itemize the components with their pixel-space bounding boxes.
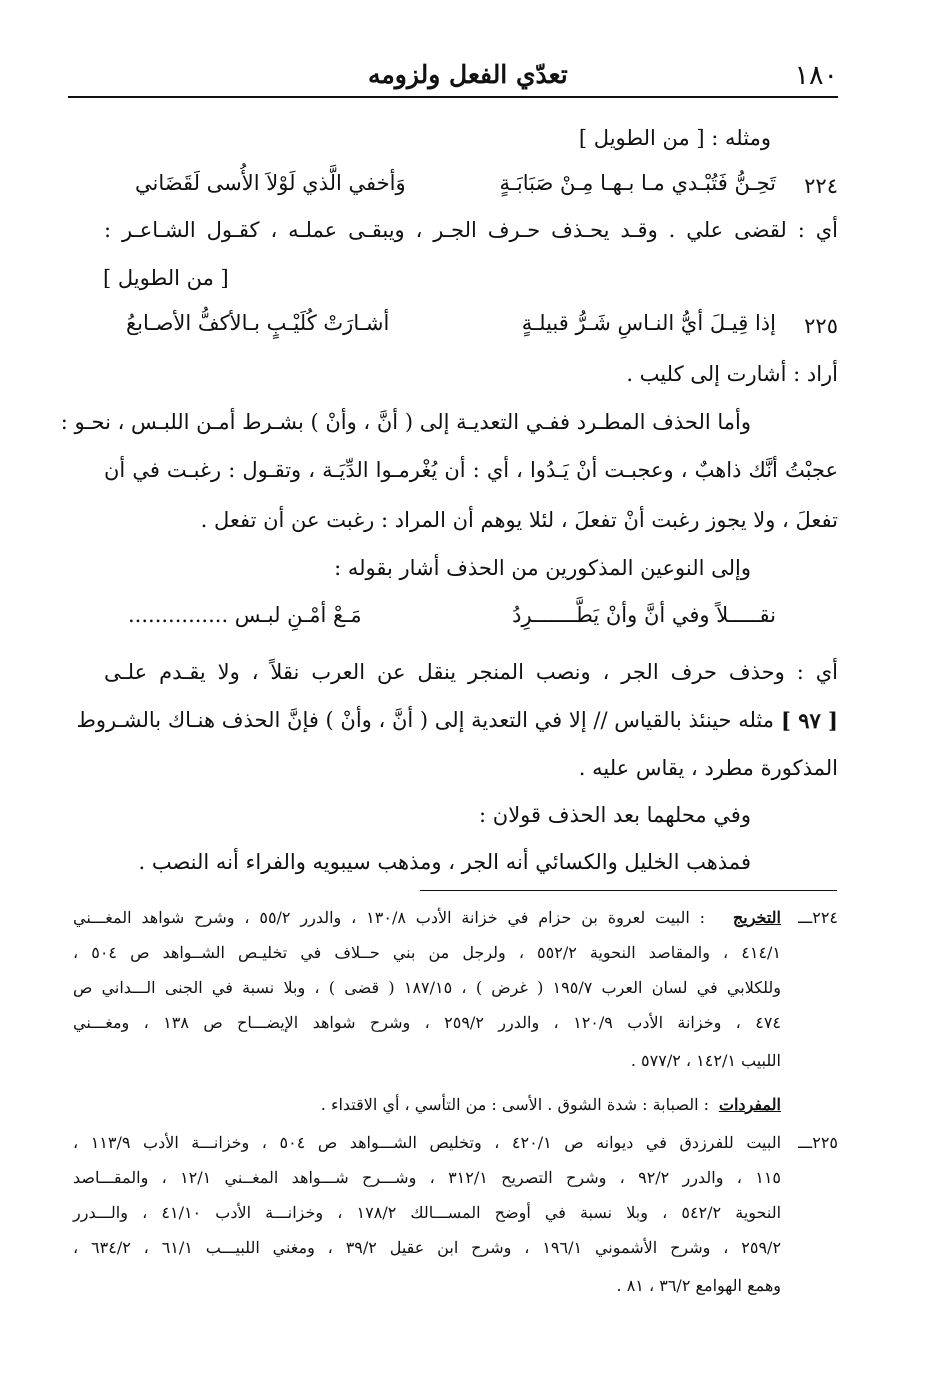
body-line: وفي محلهما بعد الحذف قولان : bbox=[479, 803, 751, 827]
footnote-line: البيت للفرزدق في ديوانه ص ٤٢٠/١ ، وتخليص الشـــواهد ص ٥٠٤ ، وخزانـــة الأدب ١١٣/٩ ، bbox=[73, 1133, 782, 1152]
footnote-line: ٤٧٤ ، وخزانة الأدب ١٢٠/٩ ، والدرر ٢٥٩/٢ ، وشرح شواهد الإيضـــاح ص ١٣٨ ، ومغـــني bbox=[73, 1013, 782, 1032]
body-line: المذكورة مطرد ، يقاس عليه . bbox=[578, 756, 838, 780]
body-line: تفعلَ ، ولا يجوز رغبت أنْ تفعلَ ، لئلا يوهم أن المراد : رغبت عن أن تفعل . bbox=[200, 508, 838, 532]
running-title: تعدّي الفعل ولزومه bbox=[368, 60, 568, 89]
footnote-line: ٤١٤/١ ، والمقاصد النحوية ٥٥٢/٢ ، ولرجل من بني حــلاف في تخليـص الشــواهد ص ٥٠٤ ، bbox=[73, 943, 782, 962]
body-line: أي : لقضى علي . وقـد يحـذف حـرف الجـر ، ويبقـى عملـه ، كقـول الشـاعـر : bbox=[104, 218, 838, 242]
vocabulary-label: المفردات bbox=[718, 1095, 781, 1114]
footnote-line: اللبيب ١٤٢/١ ، ٥٧٧/٢ . bbox=[630, 1051, 781, 1070]
verse-number: ٢٢٥ bbox=[804, 314, 838, 338]
vocabulary-line: : الصبابة : شدة الشوق . الأسى : من التأسي ، أي الاقتداء . bbox=[320, 1095, 709, 1114]
footnote-line: وللكلابي في لسان العرب ١٩٥/٧ ( غرض ) ، ١٨٧/١٥ ( قضى ) ، وبلا نسبة في الجنى الـــداني ص bbox=[73, 978, 781, 997]
verse-number: ٢٢٤ bbox=[804, 174, 838, 198]
verse-second-hemistich: أشـارَتْ كُلَيْـبٍ بـالأكفُّ الأصـابعُ bbox=[126, 311, 390, 335]
footnote-line: وهمع الهوامع ٣٦/٢ ، ٨١ . bbox=[616, 1276, 781, 1295]
verse-first-hemistich: إذا قِيـلَ أيُّ النـاسِ شَـرُّ قبيلـةٍ bbox=[521, 311, 776, 335]
manuscript-page-marker: [ ٩٧ ] bbox=[780, 708, 838, 733]
footnote-separator bbox=[420, 890, 837, 891]
body-line: وإلى النوعين المذكورين من الحذف أشار بقوله : bbox=[334, 556, 751, 580]
page-header bbox=[68, 58, 838, 98]
meter-label: [ من الطويل ] bbox=[103, 266, 229, 290]
footnote-number: ٢٢٥ـــ bbox=[798, 1133, 838, 1152]
footnote-line: النحوية ٥٤٢/٢ ، وبلا نسبة في أوضح المســـالك ١٧٨/٢ ، وخزانـــة الأدب ٤١/١٠ ، والـــدرر bbox=[73, 1203, 782, 1222]
body-line: عجبْتُ أنَّك ذاهبٌ ، وعجبـت أنْ يَـدُوا ، أي : أن يُغْرمـوا الدِّيَـة ، وتقـول : رغبـت في أن bbox=[104, 458, 838, 482]
verse-first-hemistich: تَحِـنُّ فَتُبْـدي مـا بـهـا مِـنْ صَبَابَـةٍ bbox=[499, 171, 776, 195]
alfiya-first-hemistich: نقـــــلاً وفي أنَّ وأنْ يَطَّـــــــرِدُ bbox=[512, 603, 776, 627]
footnote-number: ٢٢٤ـــ bbox=[798, 908, 838, 927]
body-line: أراد : أشارت إلى كليب . bbox=[626, 362, 838, 386]
footnote-line: ١١٥ ، والدرر ٩٢/٢ ، وشرح التصريح ٣١٢/١ ، وشـــرح شـــواهد المغــني ١٢/١ ، والمقـــاصد bbox=[73, 1168, 781, 1187]
alfiya-second-hemistich: مَـعْ أمْـنِ لبـس ............... bbox=[128, 603, 362, 627]
footnote-label: التخريج bbox=[732, 908, 781, 927]
body-line: أي : وحذف حرف الجر ، ونصب المنجر ينقل عن العرب نقلاً ، ولا يقـدم علـى bbox=[104, 660, 838, 684]
footnote-line: : البيت لعروة بن حزام في خزانة الأدب ١٣٠/٨ ، والدرر ٥٥/٢ ، وشرح شواهد المغـــني bbox=[73, 908, 706, 927]
body-line: وأما الحذف المطـرد ففـي التعديـة إلى ( أنَّ ، وأنْ ) بشـرط أمـن اللبـس ، نحـو : bbox=[60, 410, 751, 434]
footnote-line: ٢٥٩/٢ ، وشرح الأشموني ١٩٦/١ ، وشرح ابن عقيل ٣٩/٢ ، ومغني اللبيـــب ٦١/١ ، ٦٣٤/٢ ، bbox=[73, 1238, 782, 1257]
body-line: فمذهب الخليل والكسائي أنه الجر ، ومذهب سيبويه والفراء أنه النصب . bbox=[138, 850, 751, 874]
verse-second-hemistich: وَأخفي الَّذي لَوْلاَ الأُسى لَقَضَاني bbox=[135, 171, 406, 195]
body-line: مثله حينئذ بالقياس // إلا في التعدية إلى ( أنَّ ، وأنْ ) فإنَّ الحذف هنـاك بالشـروط bbox=[76, 708, 774, 732]
page-number: ١٨٠ bbox=[794, 60, 838, 91]
body-line: ومثله : [ من الطويل ] bbox=[578, 126, 771, 150]
